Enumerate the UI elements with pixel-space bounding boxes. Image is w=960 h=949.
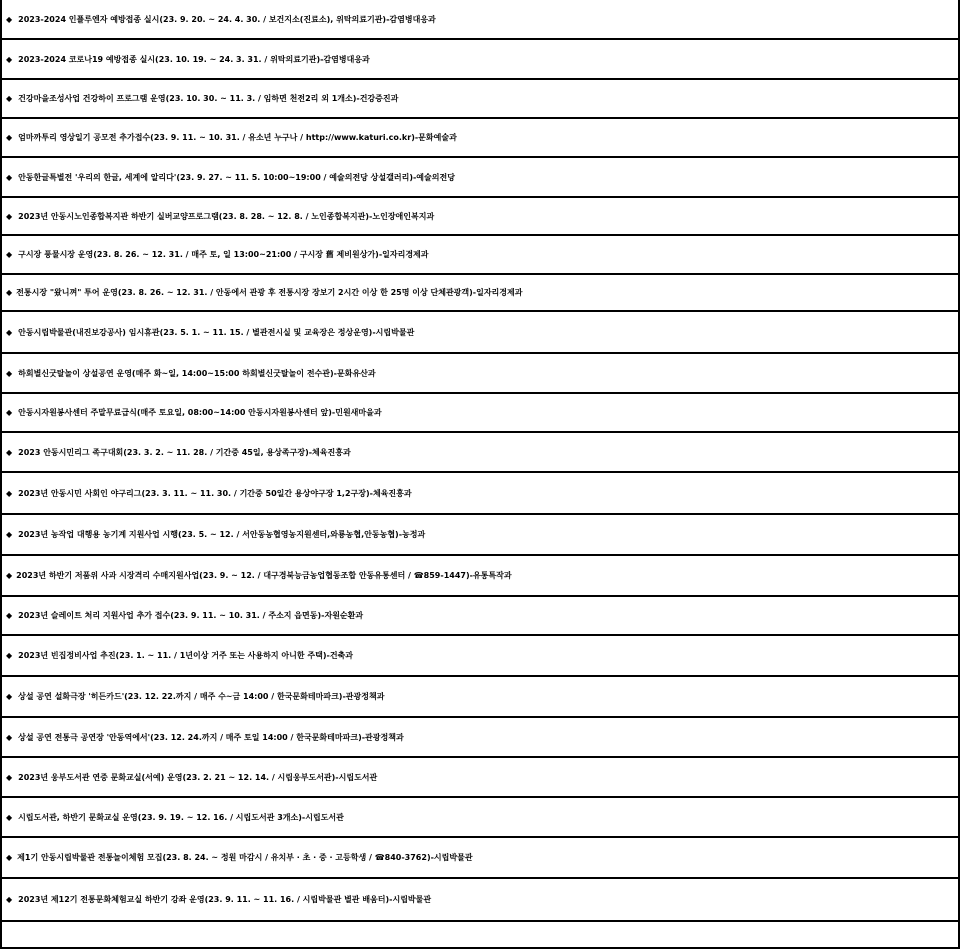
- diamond-bullet-icon: ◆: [6, 288, 13, 297]
- list-item: [0, 40, 960, 80]
- list-item: [0, 879, 960, 922]
- diamond-bullet-icon: ◆: [6, 327, 13, 337]
- item-text: 엄마까투리 영상일기 공모전 추가접수(23. 9. 11. ~ 10. 31. / 유소년 누구나 / http://www.katuri.co.kr)-문화예술과: [18, 133, 457, 142]
- diamond-bullet-icon: ◆: [6, 651, 13, 660]
- diamond-bullet-icon: ◆: [6, 408, 13, 417]
- item-text: 상설 공연 전통극 공연장 '안동역에서'(23. 12. 24.까지 / 매주 토일 14:00 / 한국문화테마파크)-관광정책과: [18, 732, 404, 742]
- diamond-bullet-icon: ◆: [6, 447, 13, 457]
- list-item: [0, 236, 960, 275]
- list-item: [0, 677, 960, 718]
- item-text: 2023년 빈집정비사업 추진(23. 1. ~ 11. / 1년이상 거주 또는 사용하지 아니한 주택)-건축과: [18, 651, 353, 660]
- item-text: 2023년 하반기 저품위 사과 시장격리 수매지원사업(23. 9. ~ 12. / 대구경북능금농업협동조합 안동유통센터 / ☎859-1447)-유통특작과: [16, 571, 512, 580]
- diamond-bullet-icon: ◆: [6, 94, 13, 103]
- list-item: [0, 838, 960, 879]
- item-text: 2023 안동시민리그 족구대회(23. 3. 2. ~ 11. 28. / 기간중 45일, 용상족구장)-체육진흥과: [18, 447, 351, 457]
- diamond-bullet-icon: ◆: [6, 211, 13, 221]
- diamond-bullet-icon: ◆: [6, 732, 13, 742]
- list-item: [0, 515, 960, 556]
- diamond-bullet-icon: ◆: [6, 611, 13, 620]
- list-item: [0, 758, 960, 798]
- item-text: 2023년 안동시민 사회인 야구리그(23. 3. 11. ~ 11. 30. / 기간중 50일간 용상야구장 1,2구장)-체육진흥과: [18, 488, 412, 498]
- item-text: 안동시립박물관(내진보강공사) 임시휴관(23. 5. 1. ~ 11. 15. / 별관전시실 및 교육장은 정상운영)-시립박물관: [18, 327, 415, 337]
- list-item: [0, 198, 960, 236]
- item-text: 시립도서관, 하반기 문화교실 운영(23. 9. 19. ~ 12. 16. / 시립도서관 3개소)-시립도서관: [18, 812, 344, 822]
- item-text: 안동시자원봉사센터 주말무료급식(매주 토요일, 08:00~14:00 안동시자원봉사센터 앞)-민원새마을과: [18, 408, 382, 417]
- diamond-bullet-icon: ◆: [6, 250, 13, 259]
- list-item: [0, 158, 960, 198]
- item-text: 2023-2024 코로나19 예방접종 실시(23. 10. 19. ~ 24. 3. 31. / 위탁의료기관)-감염병대응과: [18, 54, 370, 64]
- item-text: 전통시장 "왔니껴" 투어 운영(23. 8. 26. ~ 12. 31. / 안동에서 관광 후 전통시장 장보기 2시간 이상 한 25명 이상 단체관광객)-일자리경제과: [16, 288, 523, 297]
- diamond-bullet-icon: ◆: [6, 172, 13, 182]
- list-item: [0, 636, 960, 677]
- list-item: [0, 80, 960, 119]
- item-text: 안동한글특별전 '우리의 한글, 세계에 알리다'(23. 9. 27. ~ 11. 5. 10:00~19:00 / 예술의전당 상설갤러리)-예술의전당: [18, 172, 455, 182]
- diamond-bullet-icon: ◆: [6, 812, 13, 822]
- list-item: [0, 597, 960, 636]
- list-item: [0, 473, 960, 515]
- list-item: [0, 119, 960, 158]
- item-text: 구시장 풍물시장 운영(23. 8. 26. ~ 12. 31. / 매주 토, 일 13:00~21:00 / 구시장 舊 제비원상가)-일자리경제과: [18, 250, 429, 259]
- diamond-bullet-icon: ◆: [6, 54, 13, 64]
- list-item: [0, 718, 960, 758]
- item-text: 2023년 농작업 대행용 농기계 지원사업 시행(23. 5. ~ 12. / 서안동농협영농지원센터,와룡농협,안동농협)-농정과: [18, 530, 426, 539]
- diamond-bullet-icon: ◆: [6, 488, 13, 498]
- diamond-bullet-icon: ◆: [6, 895, 13, 904]
- list-item: [0, 556, 960, 597]
- item-text: 2023년 제12기 전통문화체험교실 하반기 강좌 운영(23. 9. 11. ~ 11. 16. / 시립박물관 별관 배움터)-시립박물관: [18, 895, 432, 904]
- item-text: 제1기 안동시립박물관 전통놀이체험 모집(23. 8. 24. ~ 정원 마감시 / 유치부 · 초 · 중 · 고등학생 / ☎840-3762)-시립박물관: [17, 853, 473, 862]
- diamond-bullet-icon: ◆: [6, 571, 13, 580]
- diamond-bullet-icon: ◆: [6, 692, 13, 701]
- item-text: 2023년 슬레이트 처리 지원사업 추가 접수(23. 9. 11. ~ 10. 31. / 주소지 읍면동)-자원순환과: [18, 611, 364, 620]
- diamond-bullet-icon: ◆: [6, 530, 13, 539]
- list-item: [0, 394, 960, 433]
- item-text: 건강마을조성사업 건강하이 프로그램 운영(23. 10. 30. ~ 11. 3. / 임하면 천전2리 외 1개소)-건강증진과: [18, 94, 399, 103]
- item-text: 2023-2024 인플루엔자 예방접종 실시(23. 9. 20. ~ 24. 4. 30. / 보건지소(진료소), 위탁의료기관)-감염병대응과: [18, 14, 436, 24]
- diamond-bullet-icon: ◆: [6, 368, 13, 378]
- list-item: [0, 312, 960, 354]
- item-text: 하회별신굿탈놀이 상설공연 운영(매주 화~일, 14:00~15:00 하회별신굿탈놀이 전수관)-문화유산과: [18, 368, 376, 378]
- diamond-bullet-icon: ◆: [6, 853, 13, 862]
- item-text: 상설 공연 설화극장 '히든카드'(23. 12. 22.까지 / 매주 수~금 14:00 / 한국문화테마파크)-관광정책과: [18, 692, 385, 701]
- list-item: [0, 275, 960, 312]
- list-item: [0, 798, 960, 838]
- list-item: [0, 0, 960, 40]
- item-text: 2023년 웅부도서관 연중 문화교실(서예) 운영(23. 2. 21 ~ 12. 14. / 시립웅부도서관)-시립도서관: [18, 772, 378, 782]
- diamond-bullet-icon: ◆: [6, 14, 13, 24]
- item-text: 2023년 안동시노인종합복지관 하반기 실버교양프로그램(23. 8. 28. ~ 12. 8. / 노인종합복지관)-노인장애인복지과: [18, 211, 435, 221]
- list-item: [0, 354, 960, 394]
- list-item: [0, 433, 960, 473]
- diamond-bullet-icon: ◆: [6, 133, 13, 142]
- diamond-bullet-icon: ◆: [6, 772, 13, 782]
